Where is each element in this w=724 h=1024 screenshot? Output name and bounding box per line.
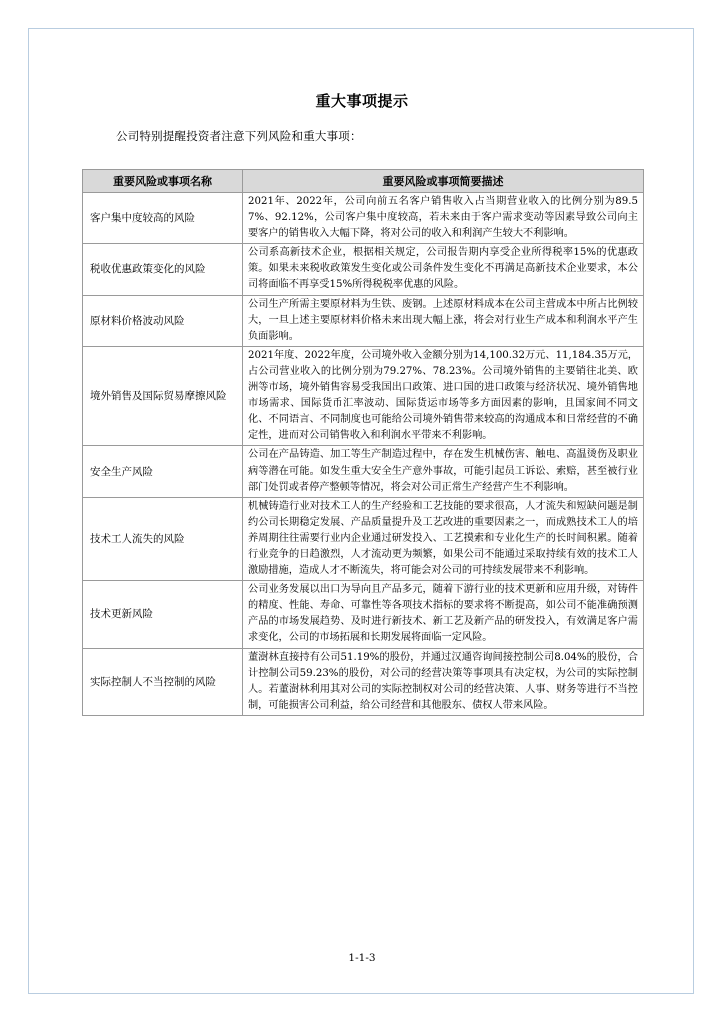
table-row: [83, 497, 644, 580]
header-risk-name: 重要风险或事项名称: [83, 170, 243, 193]
risk-name-cell: 技术工人流失的风险: [83, 497, 243, 580]
table-row: [83, 244, 644, 295]
intro-paragraph: 公司特别提醒投资者注意下列风险和重大事项：: [116, 129, 362, 143]
table-row: [83, 648, 644, 715]
table-header-row: [83, 170, 644, 193]
table-row: [83, 193, 644, 244]
risk-name-cell: 实际控制人不当控制的风险: [83, 648, 243, 715]
risk-table: [82, 169, 644, 716]
table-row: [83, 446, 644, 497]
risk-description-cell: 2021年度、2022年度，公司境外收入金额分别为14,100.32万元、11,184.35万元，占公司营业收入的比例分别为79.27%、78.23%。公司境外销售的主要销往北美、欧洲等市场，境外销售容易受我国出口政策、进口国的进口政策与经济状况、境外销售地市场需求、国际货币汇率波动、国际货运市场等多方面因素的影响，且国家间不同文化、不同语言、不同制度也可能给公司境外销售带来较高的沟通成本和日常经营的不确定性，进而对公司销售收入和利润水平带来不利影响。: [243, 346, 644, 446]
risk-name-cell: 税收优惠政策变化的风险: [83, 244, 243, 295]
risk-name-cell: 原材料价格波动风险: [83, 295, 243, 346]
risk-name-cell: 安全生产风险: [83, 446, 243, 497]
risk-description-cell: 董澍林直接持有公司51.19%的股份，并通过汉通咨询间接控制公司8.04%的股份，合计控制公司59.23%的股份，对公司的经营决策等事项具有决定权，为公司的实际控制人。若董澍林利用其对公司的实际控制权对公司的经营决策、人事、财务等进行不当控制，可能损害公司利益，给公司经营和其他股东、债权人带来风险。: [243, 648, 644, 715]
risk-description-cell: 公司在产品铸造、加工等生产制造过程中，存在发生机械伤害、触电、高温烫伤及职业病等潜在可能。如发生重大安全生产意外事故，可能引起员工诉讼、索赔，甚至被行业部门处罚或者停产整顿等情况，将会对公司正常生产经营产生不利影响。: [243, 446, 644, 497]
risk-description-cell: 机械铸造行业对技术工人的生产经验和工艺技能的要求很高，人才流失和短缺问题是制约公司长期稳定发展、产品质量提升及工艺改进的重要因素之一，而成熟技术工人的培养周期往往需要行业内企业通过研发投入、工艺摸索和专业化生产的长时间积累。随着行业竞争的日趋激烈，人才流动更为频繁，如果公司不能通过采取持续有效的技术工人激励措施，造成人才不断流失，将可能会对公司的可持续发展带来不利影响。: [243, 497, 644, 580]
header-risk-description: 重要风险或事项简要描述: [243, 170, 644, 193]
table-row: [83, 295, 644, 346]
risk-description-cell: 公司系高新技术企业，根据相关规定，公司报告期内享受企业所得税率15%的优惠政策。如果未来税收政策发生变化或公司条件发生变化不再满足高新技术企业要求，本公司将面临不再享受15%所得税税率优惠的风险。: [243, 244, 644, 295]
risk-name-cell: 客户集中度较高的风险: [83, 193, 243, 244]
risk-name-cell: 技术更新风险: [83, 581, 243, 648]
page-number: 1-1-3: [348, 952, 376, 964]
page-title: 重大事项提示: [315, 92, 409, 110]
table-row: [83, 346, 644, 446]
risk-description-cell: 公司业务发展以出口为导向且产品多元，随着下游行业的技术更新和应用升级，对铸件的精度、性能、寿命、可靠性等各项技术指标的要求将不断提高，如公司不能准确预测产品的市场发展趋势、及时进行新技术、新工艺及新产品的研发投入，有效满足客户需求变化，公司的市场拓展和长期发展将面临一定风险。: [243, 581, 644, 648]
table-row: [83, 581, 644, 648]
risk-description-cell: 公司生产所需主要原材料为生铁、废钢。上述原材料成本在公司主营成本中所占比例较大，一旦上述主要原材料价格未来出现大幅上涨，将会对行业生产成本和利润水平产生负面影响。: [243, 295, 644, 346]
risk-description-cell: 2021年、2022年，公司向前五名客户销售收入占当期营业收入的比例分别为89.57%、92.12%，公司客户集中度较高，若未来由于客户需求变动等因素导致公司向主要客户的销售收入大幅下降，将对公司的收入和利润产生较大不利影响。: [243, 193, 644, 244]
risk-name-cell: 境外销售及国际贸易摩擦风险: [83, 346, 243, 446]
